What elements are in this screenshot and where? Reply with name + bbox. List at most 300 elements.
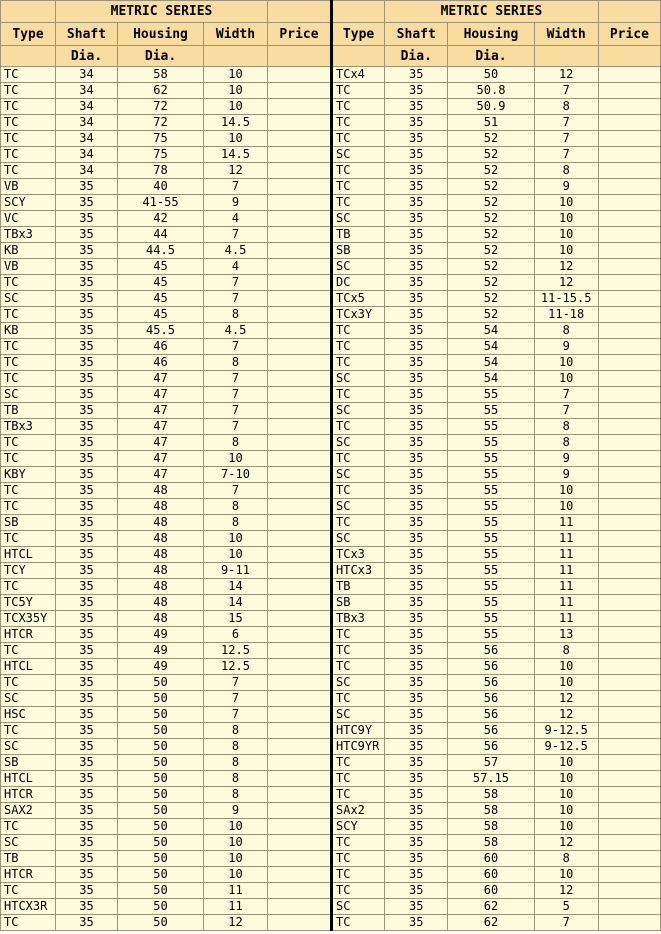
type-cell: TBx3: [1, 419, 56, 435]
shaft-cell: 35: [385, 115, 448, 131]
price-cell: [268, 419, 331, 435]
width-cell: 8: [204, 787, 268, 803]
shaft-cell: 35: [56, 259, 118, 275]
shaft-cell: 35: [385, 803, 448, 819]
housing-cell: 50: [118, 723, 204, 739]
price-cell: [268, 275, 331, 291]
table-row: [332, 323, 661, 339]
series-title: METRIC SERIES: [56, 1, 268, 23]
price-cell: [268, 611, 331, 627]
price-cell: [598, 307, 660, 323]
housing-cell: 50: [118, 739, 204, 755]
table-row: [332, 99, 661, 115]
table-row: [1, 195, 331, 211]
shaft-cell: 35: [56, 451, 118, 467]
price-cell: [268, 851, 331, 867]
type-cell: TC: [1, 883, 56, 899]
housing-cell: 75: [118, 147, 204, 163]
price-cell: [268, 483, 331, 499]
width-cell: 10: [534, 243, 598, 259]
table-row: [1, 691, 331, 707]
header-blank: [332, 1, 385, 23]
shaft-cell: 35: [385, 243, 448, 259]
price-cell: [598, 83, 660, 99]
table-row: [332, 115, 661, 131]
shaft-cell: 35: [385, 67, 448, 83]
shaft-cell: 35: [56, 771, 118, 787]
table-row: [332, 835, 661, 851]
price-cell: [598, 371, 660, 387]
price-cell: [268, 83, 331, 99]
table-row: [1, 915, 331, 931]
width-cell: 12: [204, 163, 268, 179]
shaft-cell: 35: [385, 195, 448, 211]
width-cell: 7: [534, 403, 598, 419]
width-cell: 8: [204, 355, 268, 371]
price-cell: [268, 115, 331, 131]
table-row: [332, 371, 661, 387]
shaft-cell: 35: [385, 419, 448, 435]
price-cell: [268, 707, 331, 723]
housing-cell: 55: [448, 499, 534, 515]
housing-cell: 52: [448, 307, 534, 323]
price-cell: [598, 595, 660, 611]
housing-cell: 54: [448, 339, 534, 355]
type-cell: HTC9YR: [332, 739, 385, 755]
table-row: [332, 163, 661, 179]
price-cell: [598, 627, 660, 643]
type-cell: TC: [332, 835, 385, 851]
table-row: [332, 67, 661, 83]
type-cell: TC: [332, 643, 385, 659]
width-cell: 10: [204, 867, 268, 883]
type-cell: SC: [332, 675, 385, 691]
type-cell: SC: [332, 371, 385, 387]
price-cell: [268, 563, 331, 579]
type-cell: TCx5: [332, 291, 385, 307]
type-cell: TC: [332, 515, 385, 531]
price-cell: [268, 323, 331, 339]
width-cell: 10: [534, 755, 598, 771]
housing-cell: 52: [448, 131, 534, 147]
price-cell: [268, 195, 331, 211]
type-cell: HTCR: [1, 627, 56, 643]
housing-cell: 44.5: [118, 243, 204, 259]
housing-cell: 50: [118, 803, 204, 819]
type-cell: SB: [1, 755, 56, 771]
width-cell: 7: [204, 675, 268, 691]
housing-cell: 56: [448, 707, 534, 723]
type-cell: TB: [332, 579, 385, 595]
housing-cell: 75: [118, 131, 204, 147]
shaft-cell: 35: [56, 691, 118, 707]
width-cell: 14: [204, 579, 268, 595]
price-cell: [598, 323, 660, 339]
table-row: [332, 403, 661, 419]
width-cell: 10: [204, 819, 268, 835]
width-cell: 7: [534, 115, 598, 131]
table-row: [1, 275, 331, 291]
type-cell: SC: [332, 899, 385, 915]
type-cell: TC: [332, 195, 385, 211]
width-cell: 6: [204, 627, 268, 643]
width-cell: 7: [204, 179, 268, 195]
table-row: [1, 787, 331, 803]
table-row: [332, 259, 661, 275]
price-cell: [598, 563, 660, 579]
type-cell: TC: [1, 67, 56, 83]
table-row: [1, 739, 331, 755]
price-cell: [598, 499, 660, 515]
shaft-cell: 35: [56, 595, 118, 611]
housing-cell: 56: [448, 643, 534, 659]
table-row: [1, 867, 331, 883]
type-cell: TC: [332, 355, 385, 371]
table-row: [332, 723, 661, 739]
price-cell: [598, 819, 660, 835]
width-cell: 8: [204, 499, 268, 515]
table-row: [1, 771, 331, 787]
table-row: [332, 627, 661, 643]
shaft-cell: 35: [385, 643, 448, 659]
type-cell: TBx3: [1, 227, 56, 243]
shaft-cell: 35: [385, 163, 448, 179]
header-blank: [534, 46, 598, 67]
housing-cell: 54: [448, 371, 534, 387]
price-cell: [598, 195, 660, 211]
width-cell: 7: [534, 147, 598, 163]
housing-cell: 47: [118, 371, 204, 387]
housing-cell: 50: [118, 915, 204, 931]
table-row: [332, 435, 661, 451]
price-cell: [268, 803, 331, 819]
table-row: [332, 387, 661, 403]
table-row: [1, 211, 331, 227]
price-cell: [268, 643, 331, 659]
shaft-cell: 35: [385, 403, 448, 419]
shaft-cell: 35: [56, 323, 118, 339]
shaft-cell: 35: [385, 787, 448, 803]
table-row: [332, 515, 661, 531]
housing-cell: 49: [118, 659, 204, 675]
width-cell: 10: [204, 67, 268, 83]
metric-series-table-left: [0, 0, 331, 931]
type-cell: TC: [332, 867, 385, 883]
col-shaft-header: Shaft: [385, 23, 448, 46]
type-cell: TC: [1, 99, 56, 115]
price-cell: [268, 67, 331, 83]
price-cell: [598, 227, 660, 243]
type-cell: TC: [1, 147, 56, 163]
housing-cell: 50: [118, 787, 204, 803]
table-row: [332, 355, 661, 371]
table-row: [332, 483, 661, 499]
shaft-cell: 35: [385, 467, 448, 483]
table-row: [332, 899, 661, 915]
table-row: [332, 851, 661, 867]
housing-cell: 52: [448, 227, 534, 243]
width-cell: 12: [204, 915, 268, 931]
shaft-cell: 35: [385, 307, 448, 323]
width-cell: 10: [534, 675, 598, 691]
housing-cell: 52: [448, 211, 534, 227]
type-cell: TCY: [1, 563, 56, 579]
housing-cell: 60: [448, 851, 534, 867]
width-cell: 8: [534, 851, 598, 867]
width-cell: 9-12.5: [534, 723, 598, 739]
price-cell: [598, 339, 660, 355]
type-cell: KB: [1, 323, 56, 339]
type-cell: TC: [332, 83, 385, 99]
type-cell: TC: [332, 387, 385, 403]
housing-cell: 48: [118, 579, 204, 595]
width-cell: 12: [534, 883, 598, 899]
col-shaft-header: Shaft: [56, 23, 118, 46]
type-cell: HTCL: [1, 771, 56, 787]
shaft-cell: 35: [56, 435, 118, 451]
type-cell: SC: [332, 403, 385, 419]
type-cell: TC5Y: [1, 595, 56, 611]
type-cell: TCx4: [332, 67, 385, 83]
type-cell: TC: [1, 435, 56, 451]
width-cell: 9: [534, 339, 598, 355]
shaft-cell: 35: [385, 883, 448, 899]
width-cell: 10: [534, 771, 598, 787]
housing-cell: 58: [118, 67, 204, 83]
width-cell: 10: [204, 531, 268, 547]
price-cell: [268, 179, 331, 195]
shaft-cell: 35: [385, 435, 448, 451]
type-cell: VC: [1, 211, 56, 227]
table-row: [332, 579, 661, 595]
housing-cell: 55: [448, 515, 534, 531]
width-cell: 7: [204, 387, 268, 403]
table-row: [1, 467, 331, 483]
type-cell: TC: [332, 179, 385, 195]
shaft-cell: 35: [56, 307, 118, 323]
shaft-cell: 35: [56, 787, 118, 803]
shaft-cell: 35: [56, 739, 118, 755]
price-cell: [268, 899, 331, 915]
shaft-cell: 35: [56, 483, 118, 499]
shaft-cell: 35: [385, 595, 448, 611]
type-cell: TC: [1, 307, 56, 323]
width-cell: 12: [534, 691, 598, 707]
price-cell: [268, 291, 331, 307]
shaft-cell: 35: [56, 291, 118, 307]
shaft-cell: 35: [56, 883, 118, 899]
price-cell: [268, 467, 331, 483]
table-row: [1, 339, 331, 355]
housing-cell: 54: [448, 323, 534, 339]
col-shaft-dia-header: Dia.: [385, 46, 448, 67]
price-cell: [598, 451, 660, 467]
type-cell: SC: [332, 147, 385, 163]
width-cell: 8: [204, 515, 268, 531]
housing-cell: 55: [448, 579, 534, 595]
housing-cell: 50: [118, 819, 204, 835]
housing-cell: 50: [118, 771, 204, 787]
table-row: [1, 563, 331, 579]
type-cell: TC: [332, 627, 385, 643]
housing-cell: 52: [448, 243, 534, 259]
price-cell: [598, 275, 660, 291]
price-cell: [268, 227, 331, 243]
width-cell: 8: [204, 771, 268, 787]
type-cell: TC: [1, 355, 56, 371]
type-cell: TC: [1, 371, 56, 387]
width-cell: 9-12.5: [534, 739, 598, 755]
width-cell: 14.5: [204, 147, 268, 163]
price-cell: [598, 915, 660, 931]
type-cell: SC: [332, 259, 385, 275]
table-row: [332, 243, 661, 259]
table-row: [332, 499, 661, 515]
housing-cell: 46: [118, 339, 204, 355]
housing-cell: 55: [448, 419, 534, 435]
price-cell: [598, 483, 660, 499]
shaft-cell: 35: [56, 179, 118, 195]
type-cell: SC: [332, 499, 385, 515]
shaft-cell: 34: [56, 83, 118, 99]
width-cell: 10: [534, 659, 598, 675]
housing-cell: 47: [118, 467, 204, 483]
table-row: [1, 755, 331, 771]
type-cell: TC: [1, 819, 56, 835]
left-table-body: [1, 67, 331, 931]
price-cell: [598, 515, 660, 531]
width-cell: 12: [534, 835, 598, 851]
housing-cell: 55: [448, 627, 534, 643]
table-row: [1, 435, 331, 451]
type-cell: HTCR: [1, 867, 56, 883]
col-width-header: Width: [204, 23, 268, 46]
type-cell: TC: [332, 659, 385, 675]
table-row: [1, 531, 331, 547]
width-cell: 11: [204, 883, 268, 899]
shaft-cell: 35: [56, 387, 118, 403]
housing-cell: 58: [448, 819, 534, 835]
shaft-cell: 35: [385, 451, 448, 467]
housing-cell: 52: [448, 179, 534, 195]
width-cell: 7: [534, 915, 598, 931]
shaft-cell: 35: [385, 627, 448, 643]
housing-cell: 55: [448, 467, 534, 483]
shaft-cell: 35: [385, 211, 448, 227]
shaft-cell: 35: [385, 515, 448, 531]
housing-cell: 58: [448, 803, 534, 819]
shaft-cell: 35: [56, 755, 118, 771]
width-cell: 8: [534, 323, 598, 339]
price-cell: [598, 787, 660, 803]
table-row: [1, 179, 331, 195]
price-cell: [268, 819, 331, 835]
width-cell: 10: [534, 867, 598, 883]
width-cell: 9: [204, 803, 268, 819]
table-row: [332, 867, 661, 883]
type-cell: HTCR: [1, 787, 56, 803]
housing-cell: 48: [118, 499, 204, 515]
housing-cell: 50: [118, 675, 204, 691]
price-cell: [598, 835, 660, 851]
housing-cell: 50.9: [448, 99, 534, 115]
price-cell: [598, 259, 660, 275]
table-row: [1, 851, 331, 867]
type-cell: HSC: [1, 707, 56, 723]
price-cell: [268, 627, 331, 643]
table-row: [332, 755, 661, 771]
type-cell: TB: [1, 851, 56, 867]
type-cell: KB: [1, 243, 56, 259]
type-cell: HTCx3: [332, 563, 385, 579]
housing-cell: 52: [448, 259, 534, 275]
shaft-cell: 35: [56, 659, 118, 675]
shaft-cell: 35: [385, 563, 448, 579]
price-cell: [598, 115, 660, 131]
shaft-cell: 35: [385, 499, 448, 515]
shaft-cell: 34: [56, 67, 118, 83]
price-cell: [268, 243, 331, 259]
shaft-cell: 35: [56, 467, 118, 483]
width-cell: 5: [534, 899, 598, 915]
table-row: [332, 275, 661, 291]
table-row: [332, 739, 661, 755]
price-cell: [598, 163, 660, 179]
shaft-cell: 35: [56, 531, 118, 547]
shaft-cell: 35: [56, 275, 118, 291]
shaft-cell: 35: [385, 179, 448, 195]
table-row: [332, 291, 661, 307]
shaft-cell: 35: [56, 579, 118, 595]
width-cell: 10: [534, 499, 598, 515]
type-cell: SCY: [1, 195, 56, 211]
price-cell: [598, 867, 660, 883]
width-cell: 4: [204, 259, 268, 275]
type-cell: VB: [1, 179, 56, 195]
housing-cell: 55: [448, 595, 534, 611]
width-cell: 7: [204, 403, 268, 419]
price-cell: [598, 755, 660, 771]
width-cell: 11: [534, 563, 598, 579]
housing-cell: 55: [448, 387, 534, 403]
housing-cell: 78: [118, 163, 204, 179]
width-cell: 10: [534, 803, 598, 819]
price-cell: [598, 211, 660, 227]
width-cell: 7: [204, 483, 268, 499]
width-cell: 8: [204, 723, 268, 739]
price-cell: [268, 499, 331, 515]
type-cell: HTCL: [1, 547, 56, 563]
table-row: [332, 643, 661, 659]
housing-cell: 50: [118, 755, 204, 771]
table-row: [1, 67, 331, 83]
table-row: [1, 99, 331, 115]
table-row: [332, 819, 661, 835]
shaft-cell: 35: [56, 835, 118, 851]
shaft-cell: 35: [385, 723, 448, 739]
width-cell: 10: [204, 99, 268, 115]
price-cell: [598, 691, 660, 707]
housing-cell: 54: [448, 355, 534, 371]
shaft-cell: 35: [385, 99, 448, 115]
table-row: [1, 899, 331, 915]
shaft-cell: 35: [385, 771, 448, 787]
width-cell: 10: [534, 195, 598, 211]
type-cell: TCX35Y: [1, 611, 56, 627]
housing-cell: 45: [118, 291, 204, 307]
table-row: [1, 83, 331, 99]
table-row: [1, 547, 331, 563]
